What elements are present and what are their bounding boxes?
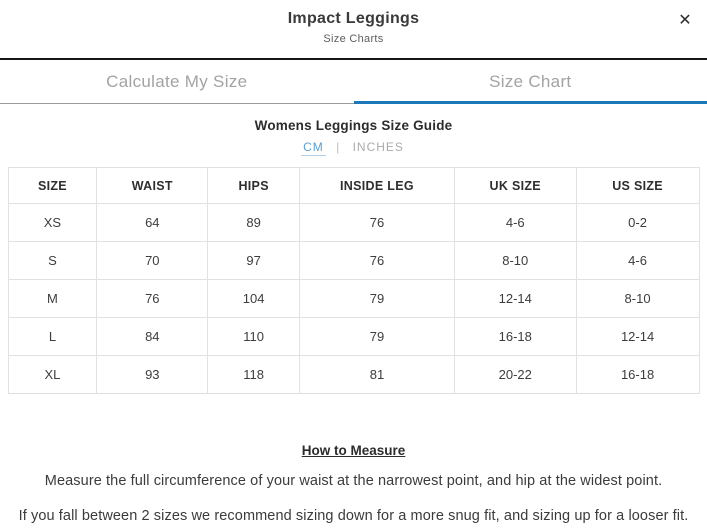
modal-header [0, 0, 707, 60]
unit-inches-button[interactable]: INCHES [352, 140, 404, 154]
table-row-xl [8, 356, 699, 394]
cell-hips: 110 [208, 318, 300, 356]
table-row-m [8, 280, 699, 318]
col-header-us-size: US SIZE [576, 168, 699, 204]
table-row-s [8, 242, 699, 280]
cell-hips: 118 [208, 356, 300, 394]
modal-subtitle: Size Charts [323, 33, 384, 45]
unit-toggle [0, 140, 707, 156]
close-icon[interactable]: ✕ [674, 10, 696, 32]
cell-size: M [8, 280, 97, 318]
col-header-waist: WAIST [97, 168, 208, 204]
size-guide-heading: Womens Leggings Size Guide [254, 118, 453, 133]
cell-hips: 89 [208, 204, 300, 242]
size-chart-table [8, 167, 700, 394]
col-header-inside-leg: INSIDE LEG [300, 168, 455, 204]
cell-us-size: 0-2 [576, 204, 699, 242]
unit-cm-button[interactable]: CM [303, 140, 324, 154]
cell-us-size: 12-14 [576, 318, 699, 356]
cell-uk-size: 16-18 [454, 318, 576, 356]
cell-us-size: 8-10 [576, 280, 699, 318]
cell-inside-leg: 79 [300, 280, 455, 318]
cell-uk-size: 12-14 [454, 280, 576, 318]
cell-inside-leg: 76 [300, 242, 455, 280]
cell-inside-leg: 76 [300, 204, 455, 242]
cell-us-size: 16-18 [576, 356, 699, 394]
cell-uk-size: 8-10 [454, 242, 576, 280]
cell-waist: 93 [97, 356, 208, 394]
table-header-row [8, 168, 699, 204]
modal-title: Impact Leggings [287, 10, 420, 27]
cell-waist: 70 [97, 242, 208, 280]
cell-uk-size: 4-6 [454, 204, 576, 242]
cell-waist: 64 [97, 204, 208, 242]
cell-us-size: 4-6 [576, 242, 699, 280]
cell-size: XL [8, 356, 97, 394]
cell-size: XS [8, 204, 97, 242]
measure-instruction-line-2: If you fall between 2 sizes we recommend sizing down for a more snug fit, and sizing up for a looser fit. [18, 508, 689, 524]
table-row-l [8, 318, 699, 356]
cell-inside-leg: 79 [300, 318, 455, 356]
how-to-measure-heading: How to Measure [301, 443, 406, 458]
cell-size: L [8, 318, 97, 356]
cell-waist: 76 [97, 280, 208, 318]
tab-bar [0, 60, 707, 104]
cell-hips: 97 [208, 242, 300, 280]
col-header-size: SIZE [8, 168, 97, 204]
cell-hips: 104 [208, 280, 300, 318]
cell-inside-leg: 81 [300, 356, 455, 394]
measure-instruction-line-1: Measure the full circumference of your waist at the narrowest point, and hip at the widest point. [44, 473, 663, 489]
cell-size: S [8, 242, 97, 280]
tab-calculate-my-size[interactable]: Calculate My Size [0, 60, 354, 104]
col-header-hips: HIPS [208, 168, 300, 204]
table-row-xs [8, 204, 699, 242]
cell-waist: 84 [97, 318, 208, 356]
cell-uk-size: 20-22 [454, 356, 576, 394]
tab-size-chart[interactable]: Size Chart [354, 60, 707, 104]
col-header-uk-size: UK SIZE [454, 168, 576, 204]
unit-separator: | [336, 140, 341, 154]
